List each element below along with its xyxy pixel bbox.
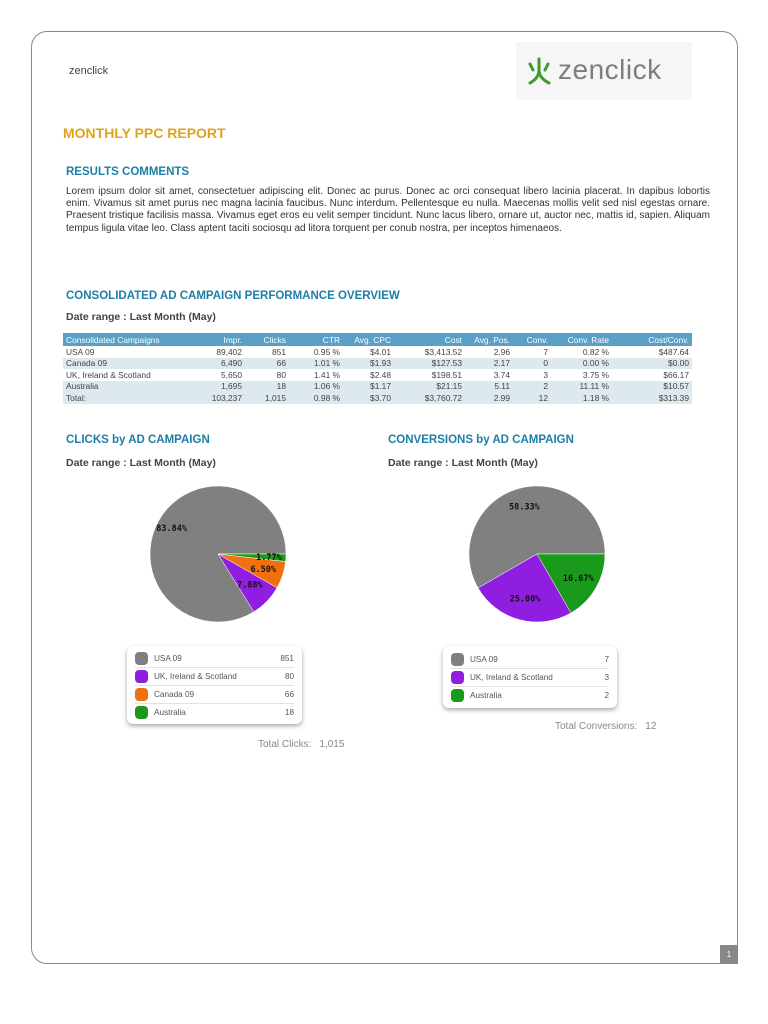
page-number: 1 [720,945,738,964]
legend-value: 80 [284,671,294,681]
total-label: Total Conversions: [555,721,638,732]
table-row [63,381,692,393]
table-cell: 2 [513,381,551,393]
table-header-cell: Avg. Pos. [465,333,513,346]
company-name: zenclick [69,65,109,77]
legend-value: 3 [604,672,609,682]
legend-label: Australia [154,707,186,717]
table-cell: 5.11 [465,381,513,393]
table-cell: $4.01 [370,346,391,357]
total-value: 12 [645,721,657,732]
table-cell: $21.15 [394,381,465,393]
table-cell: $198.51 [431,369,462,380]
table-cell: 80 [276,369,286,380]
table-header-cell: Avg. CPC [343,333,394,346]
legend-swatch [135,670,148,683]
pie-data-label: 58.33% [508,502,540,513]
table-cell: 0.95 % [313,346,340,357]
conversions-date-range: Date range : Last Month (May) [388,457,538,469]
table-cell: 1,015 [245,392,289,404]
legend-value: 18 [284,707,294,717]
table-cell: $3,760.72 [394,392,465,404]
table-cell: 18 [245,381,289,393]
legend-item [135,667,294,686]
table-header-cell: Cost [394,333,465,346]
pie-data-label: 7.88% [237,580,263,591]
table-cell: 7 [543,346,548,357]
legend-swatch [451,653,464,666]
table-cell: 0.98 % [289,392,343,404]
table-cell: 11.11 % [551,381,612,393]
table-cell: Australia [63,381,189,393]
table-cell: $1.17 [343,381,394,393]
legend-item [451,650,609,669]
table-cell: $66.17 [663,369,689,380]
legend-label: Australia [470,690,502,700]
clicks-date-range: Date range : Last Month (May) [66,457,216,469]
table-cell: 1.01 % [289,358,343,370]
table-header-cell: Consolidated Campaigns [63,333,189,346]
table-cell: 89,402 [216,346,242,357]
legend-swatch [451,671,464,684]
table-cell: 1.06 % [289,381,343,393]
table-cell: UK, Ireland & Scotland [66,369,151,380]
table-cell: 0 [513,358,551,370]
legend-label: UK, Ireland & Scotland [470,672,553,682]
legend-swatch [451,689,464,702]
pie-data-label: 6.50% [250,564,277,575]
pie-data-label: 83.84% [156,524,188,535]
logo-text: zenclick [558,54,662,85]
table-cell: 3 [543,369,548,380]
legend-swatch [135,706,148,719]
table-cell: 2.99 [465,392,513,404]
clicks-chart-title: CLICKS by AD CAMPAIGN [66,434,210,446]
table-cell: 12 [513,392,551,404]
table-cell: $127.53 [394,358,465,370]
table-cell: 2.17 [465,358,513,370]
table-cell: 1.41 % [313,369,340,380]
table-cell: 0.82 % [582,346,609,357]
table-cell: 0.00 % [551,358,612,370]
legend-value: 7 [604,654,609,664]
total-label: Total Clicks: [258,739,312,750]
table-header-row [63,333,692,346]
table-header-cell: Impr. [189,333,245,346]
table-cell: 103,237 [189,392,245,404]
table-cell: 1,695 [189,381,245,393]
table-cell: Total: [63,392,189,404]
legend-item [451,686,609,704]
table-cell: $10.57 [612,381,692,393]
table-cell: $3,413.52 [424,346,462,357]
table-header-cell: Clicks [245,333,289,346]
table-header-cell: Conv. Rate [551,333,612,346]
legend-value: 851 [280,653,294,663]
legend-item [451,668,609,687]
table-total-row [63,392,692,404]
table-cell: 851 [272,346,286,357]
legend-label: UK, Ireland & Scotland [154,671,237,681]
pie-data-label: 1.77% [256,552,282,563]
results-comments-title: RESULTS COMMENTS [66,166,190,178]
table-cell: 66 [245,358,289,370]
pie-data-label: 16.67% [562,573,594,584]
table-cell: USA 09 [66,346,95,357]
table-cell: 5,650 [221,369,242,380]
legend-value: 66 [284,689,294,699]
legend-swatch [135,688,148,701]
table-row [63,369,692,381]
conversions-legend [443,646,617,708]
table-cell: $487.64 [658,346,689,357]
table-cell: $313.39 [612,392,692,404]
table-cell: 3.74 [493,369,510,380]
report-title: MONTHLY PPC REPORT [63,125,226,141]
clicks-legend [127,646,302,724]
table-cell: $2.48 [370,369,391,380]
legend-value: 2 [604,690,609,700]
performance-table [63,333,692,404]
legend-item [135,703,294,721]
table-cell: 2.96 [493,346,510,357]
legend-label: USA 09 [154,653,182,663]
table-header-cell: CTR [289,333,343,346]
legend-swatch [135,652,148,665]
table-cell: $0.00 [612,358,692,370]
table-cell: $3.70 [343,392,394,404]
conversions-total [555,721,656,732]
table-row [63,358,692,370]
table-row [63,346,692,358]
overview-date-range: Date range : Last Month (May) [66,311,216,323]
table-cell: Canada 09 [63,358,189,370]
table-cell: $1.93 [343,358,394,370]
conversions-chart-title: CONVERSIONS by AD CAMPAIGN [388,434,574,446]
clicks-pie-chart [140,484,300,624]
total-value: 1,015 [319,739,345,750]
table-cell: 3.75 % [582,369,609,380]
table-cell: 1.18 % [551,392,612,404]
table-header-cell: Conv. [513,333,551,346]
table-header-cell: Cost/Conv. [612,333,692,346]
overview-title: CONSOLIDATED AD CAMPAIGN PERFORMANCE OVERVIEW [66,290,400,302]
table-cell: 6,490 [189,358,245,370]
legend-label: Canada 09 [154,689,195,699]
legend-label: USA 09 [470,654,498,664]
clicks-total [258,739,344,750]
conversions-pie-chart [455,484,615,624]
results-comments-body: Lorem ipsum dolor sit amet, consectetuer adipiscing elit. Donec ac purus. Donec ac orci consequat libero lacinia placerat. In dapibus lobortis enim. Vivamus sit amet purus nec magna lacinia faucibus. Nunc interdum. Pellentesque eu nulla. Maecenas mollis velit sed nisl egestas ornare. Praesent tristique facilisis massa. Vivamus eget eros eu velit semper tincidunt. Nunc lacus libero, ornare ut, auctor nec, mattis id, sapien. Aliquam tempus ligula vitae leo. Class aptent taciti sociosqu ad litora torquent per conub nostra, per inceptos himenaeos. [66,186,710,234]
legend-item [135,649,294,668]
pie-data-label: 25.00% [509,594,541,605]
flame-logo-icon [524,56,554,86]
legend-item [135,685,294,704]
